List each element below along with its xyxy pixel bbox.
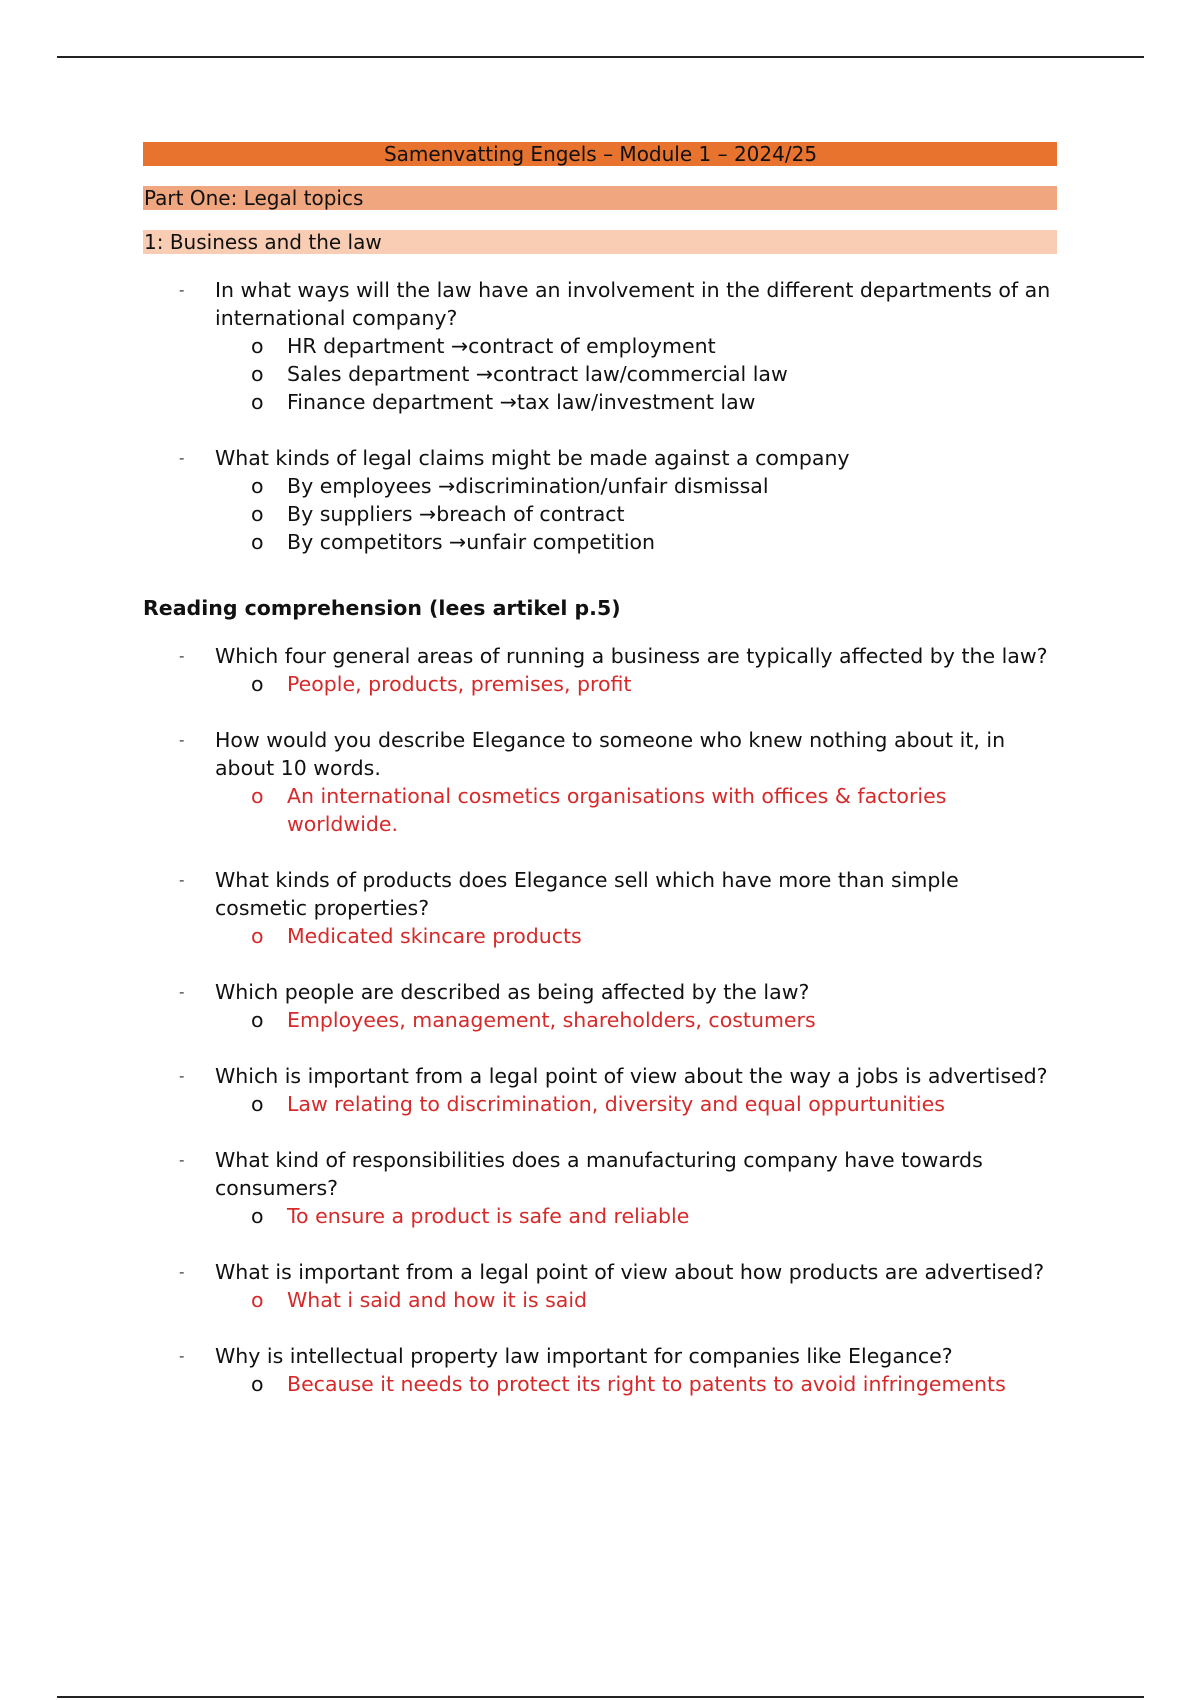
- circle-bullet: o: [251, 362, 264, 386]
- circle-bullet: o: [251, 474, 264, 498]
- dash-bullet: -: [179, 647, 185, 665]
- answer-text: Finance department →tax law/investment law: [287, 390, 756, 414]
- answer-text: By competitors →unfair competition: [287, 530, 656, 554]
- dash-bullet: -: [179, 1067, 185, 1085]
- bottom-rule: [57, 1696, 1144, 1698]
- answer-item: [215, 670, 1057, 698]
- question-text: What kinds of legal claims might be made against a company: [215, 446, 850, 470]
- answer-list: [215, 1286, 1057, 1314]
- answer-text: An international cosmetics organisations with offices & factories worldwide.: [287, 784, 947, 836]
- answer-text: Law relating to discrimination, diversity and equal oppurtunities: [287, 1092, 945, 1116]
- answer-text: Sales department →contract law/commercial law: [287, 362, 788, 386]
- circle-bullet: o: [251, 334, 264, 358]
- question-item: [143, 276, 1057, 416]
- circle-bullet: o: [251, 1008, 264, 1032]
- dash-bullet: -: [179, 983, 185, 1001]
- answer-text: By suppliers →breach of contract: [287, 502, 625, 526]
- circle-bullet: o: [251, 390, 264, 414]
- circle-bullet: o: [251, 672, 264, 696]
- question-item: [143, 1342, 1057, 1398]
- answer-text: HR department →contract of employment: [287, 334, 716, 358]
- answer-list: [215, 1370, 1057, 1398]
- answer-text: People, products, premises, profit: [287, 672, 632, 696]
- question-item: [143, 978, 1057, 1034]
- answer-text: Medicated skincare products: [287, 924, 582, 948]
- question-item: [143, 642, 1057, 698]
- question-text: How would you describe Elegance to someone who knew nothing about it, in about 10 words.: [215, 728, 1006, 780]
- circle-bullet: o: [251, 784, 264, 808]
- answer-item: [215, 1090, 1057, 1118]
- answer-item: [215, 922, 1057, 950]
- answer-text: What i said and how it is said: [287, 1288, 588, 1312]
- document-title: Samenvatting Engels – Module 1 – 2024/25: [143, 142, 1057, 166]
- question-text: Why is intellectual property law important for companies like Elegance?: [215, 1344, 953, 1368]
- answer-item: [215, 388, 1057, 416]
- answer-list: [215, 332, 1057, 416]
- answer-text: To ensure a product is safe and reliable: [287, 1204, 690, 1228]
- answer-item: [215, 1286, 1057, 1314]
- answer-item: [215, 1202, 1057, 1230]
- part-heading: Part One: Legal topics: [143, 186, 1057, 210]
- question-item: [143, 1062, 1057, 1118]
- answer-item: [215, 528, 1057, 556]
- circle-bullet: o: [251, 924, 264, 948]
- answer-item: [215, 332, 1057, 360]
- question-text: Which people are described as being affected by the law?: [215, 980, 810, 1004]
- answer-list: [215, 472, 1057, 556]
- answer-item: [215, 1370, 1057, 1398]
- answer-item: [215, 500, 1057, 528]
- question-text: What kind of responsibilities does a manufacturing company have towards consumers?: [215, 1148, 983, 1200]
- document-page: [143, 142, 1057, 1426]
- answer-list: [215, 670, 1057, 698]
- circle-bullet: o: [251, 1372, 264, 1396]
- dash-bullet: -: [179, 1151, 185, 1169]
- question-text: Which four general areas of running a business are typically affected by the law?: [215, 644, 1048, 668]
- chapter-heading: 1: Business and the law: [143, 230, 1057, 254]
- dash-bullet: -: [179, 1347, 185, 1365]
- question-item: [143, 1258, 1057, 1314]
- dash-bullet: -: [179, 1263, 185, 1281]
- question-text: What kinds of products does Elegance sell which have more than simple cosmetic properties?: [215, 868, 959, 920]
- dash-bullet: -: [179, 871, 185, 889]
- answer-list: [215, 1202, 1057, 1230]
- dash-bullet: -: [179, 449, 185, 467]
- question-item: [143, 444, 1057, 556]
- answer-text: Employees, management, shareholders, costumers: [287, 1008, 816, 1032]
- question-item: [143, 1146, 1057, 1230]
- circle-bullet: o: [251, 1092, 264, 1116]
- answer-item: [215, 472, 1057, 500]
- answer-item: [215, 782, 1057, 838]
- circle-bullet: o: [251, 530, 264, 554]
- dash-bullet: -: [179, 731, 185, 749]
- dash-bullet: -: [179, 281, 185, 299]
- answer-list: [215, 782, 1057, 838]
- circle-bullet: o: [251, 502, 264, 526]
- answer-item: [215, 360, 1057, 388]
- reading-heading: Reading comprehension (lees artikel p.5): [143, 596, 621, 620]
- question-text: In what ways will the law have an involvement in the different departments of an international company?: [215, 278, 1051, 330]
- question-item: [143, 726, 1057, 838]
- circle-bullet: o: [251, 1288, 264, 1312]
- answer-list: [215, 1090, 1057, 1118]
- question-text: Which is important from a legal point of view about the way a jobs is advertised?: [215, 1064, 1048, 1088]
- question-item: [143, 866, 1057, 950]
- top-rule: [57, 56, 1144, 58]
- answer-text: By employees →discrimination/unfair dismissal: [287, 474, 769, 498]
- question-text: What is important from a legal point of view about how products are advertised?: [215, 1260, 1045, 1284]
- answer-item: [215, 1006, 1057, 1034]
- circle-bullet: o: [251, 1204, 264, 1228]
- answer-text: Because it needs to protect its right to patents to avoid infringements: [287, 1372, 1006, 1396]
- answer-list: [215, 922, 1057, 950]
- answer-list: [215, 1006, 1057, 1034]
